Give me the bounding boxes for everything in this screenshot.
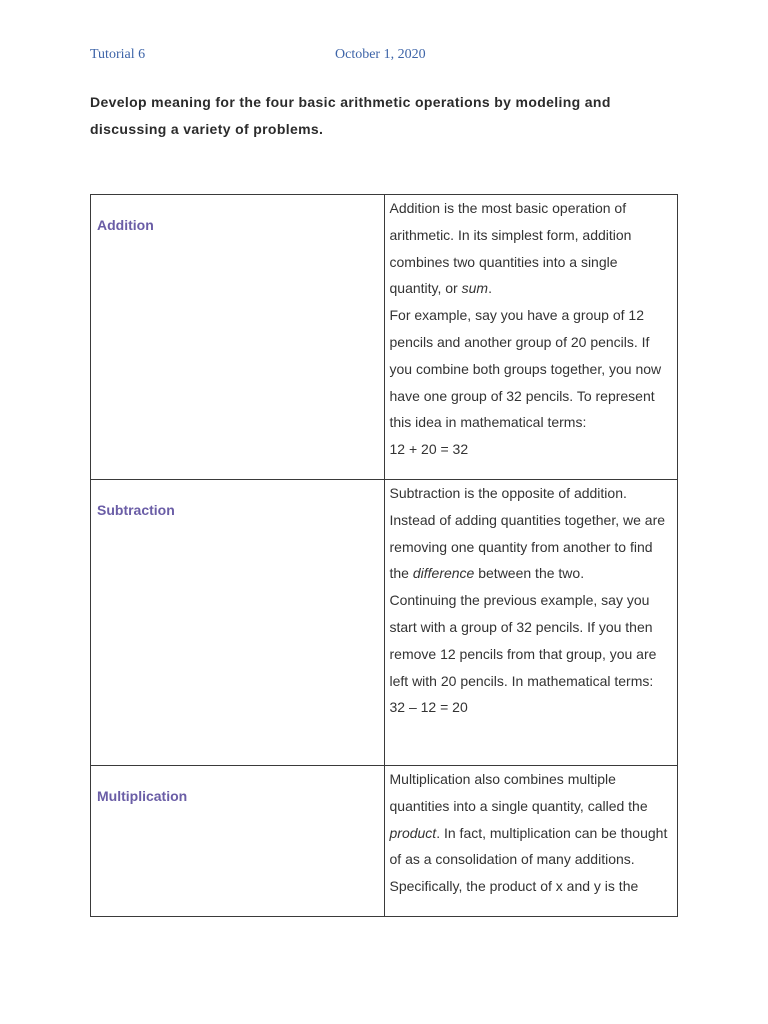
equation: 32 – 12 = 20 [389, 699, 468, 716]
term-cell [91, 766, 385, 917]
definition-text: . [488, 280, 492, 297]
definition-paragraph [390, 480, 674, 587]
term-label-multiplication: Multiplication [97, 788, 188, 804]
header-date: October 1, 2020 [335, 47, 426, 62]
header-tutorial-label: Tutorial 6 [90, 47, 146, 62]
definition-text: Addition is the most basic operation of arithmetic. In its simplest form, addition combines two quantities into a single quantity, or [389, 200, 632, 297]
definition-paragraph [390, 195, 674, 302]
term-label-subtraction: Subtraction [97, 502, 175, 518]
table-row-subtraction [91, 480, 678, 766]
term-cell [91, 195, 385, 480]
example-paragraph: Specifically, the product of x and y is the [389, 878, 639, 895]
definition-addition [385, 195, 678, 469]
definition-text: Subtraction is the opposite of addition. Instead of adding quantities together, we are removing one quantity from another to find the [389, 485, 666, 582]
term-cell [91, 480, 385, 766]
table-row-multiplication [91, 766, 678, 917]
term-label-addition: Addition [97, 217, 154, 233]
definition-emphasis: sum [461, 280, 489, 297]
intro-heading: Develop meaning for the four basic arithmetic operations by modeling and discussing a variety of problems. [90, 94, 611, 137]
definition-text: between the two. [474, 565, 585, 582]
page-header [90, 47, 690, 67]
definition-cell [384, 766, 678, 917]
definition-clip [385, 766, 678, 916]
operations-table [90, 194, 678, 917]
equation: 12 + 20 = 32 [389, 441, 469, 458]
definition-emphasis: product [389, 824, 437, 841]
table-row-addition [91, 195, 678, 480]
definition-multiplication [385, 766, 678, 906]
definition-cell [384, 195, 678, 480]
definition-subtraction [385, 480, 678, 727]
example-paragraph: For example, say you have a group of 12 pencils and another group of 20 pencils. If you combine both groups together, you now have one group of 32 pencils. To represent this idea in mathematical terms: [389, 307, 662, 431]
definition-cell [384, 480, 678, 766]
definition-text: . In fact, multiplication can be thought of as a consolidation of many additions. [389, 824, 668, 868]
definition-paragraph [390, 766, 674, 873]
example-paragraph: Continuing the previous example, say you start with a group of 32 pencils. If you then remove 12 pencils from that group, you are left with 20 pencils. In mathematical terms: [389, 592, 657, 689]
definition-emphasis: difference [412, 565, 475, 582]
definition-text: Multiplication also combines multiple quantities into a single quantity, called the [389, 771, 648, 814]
